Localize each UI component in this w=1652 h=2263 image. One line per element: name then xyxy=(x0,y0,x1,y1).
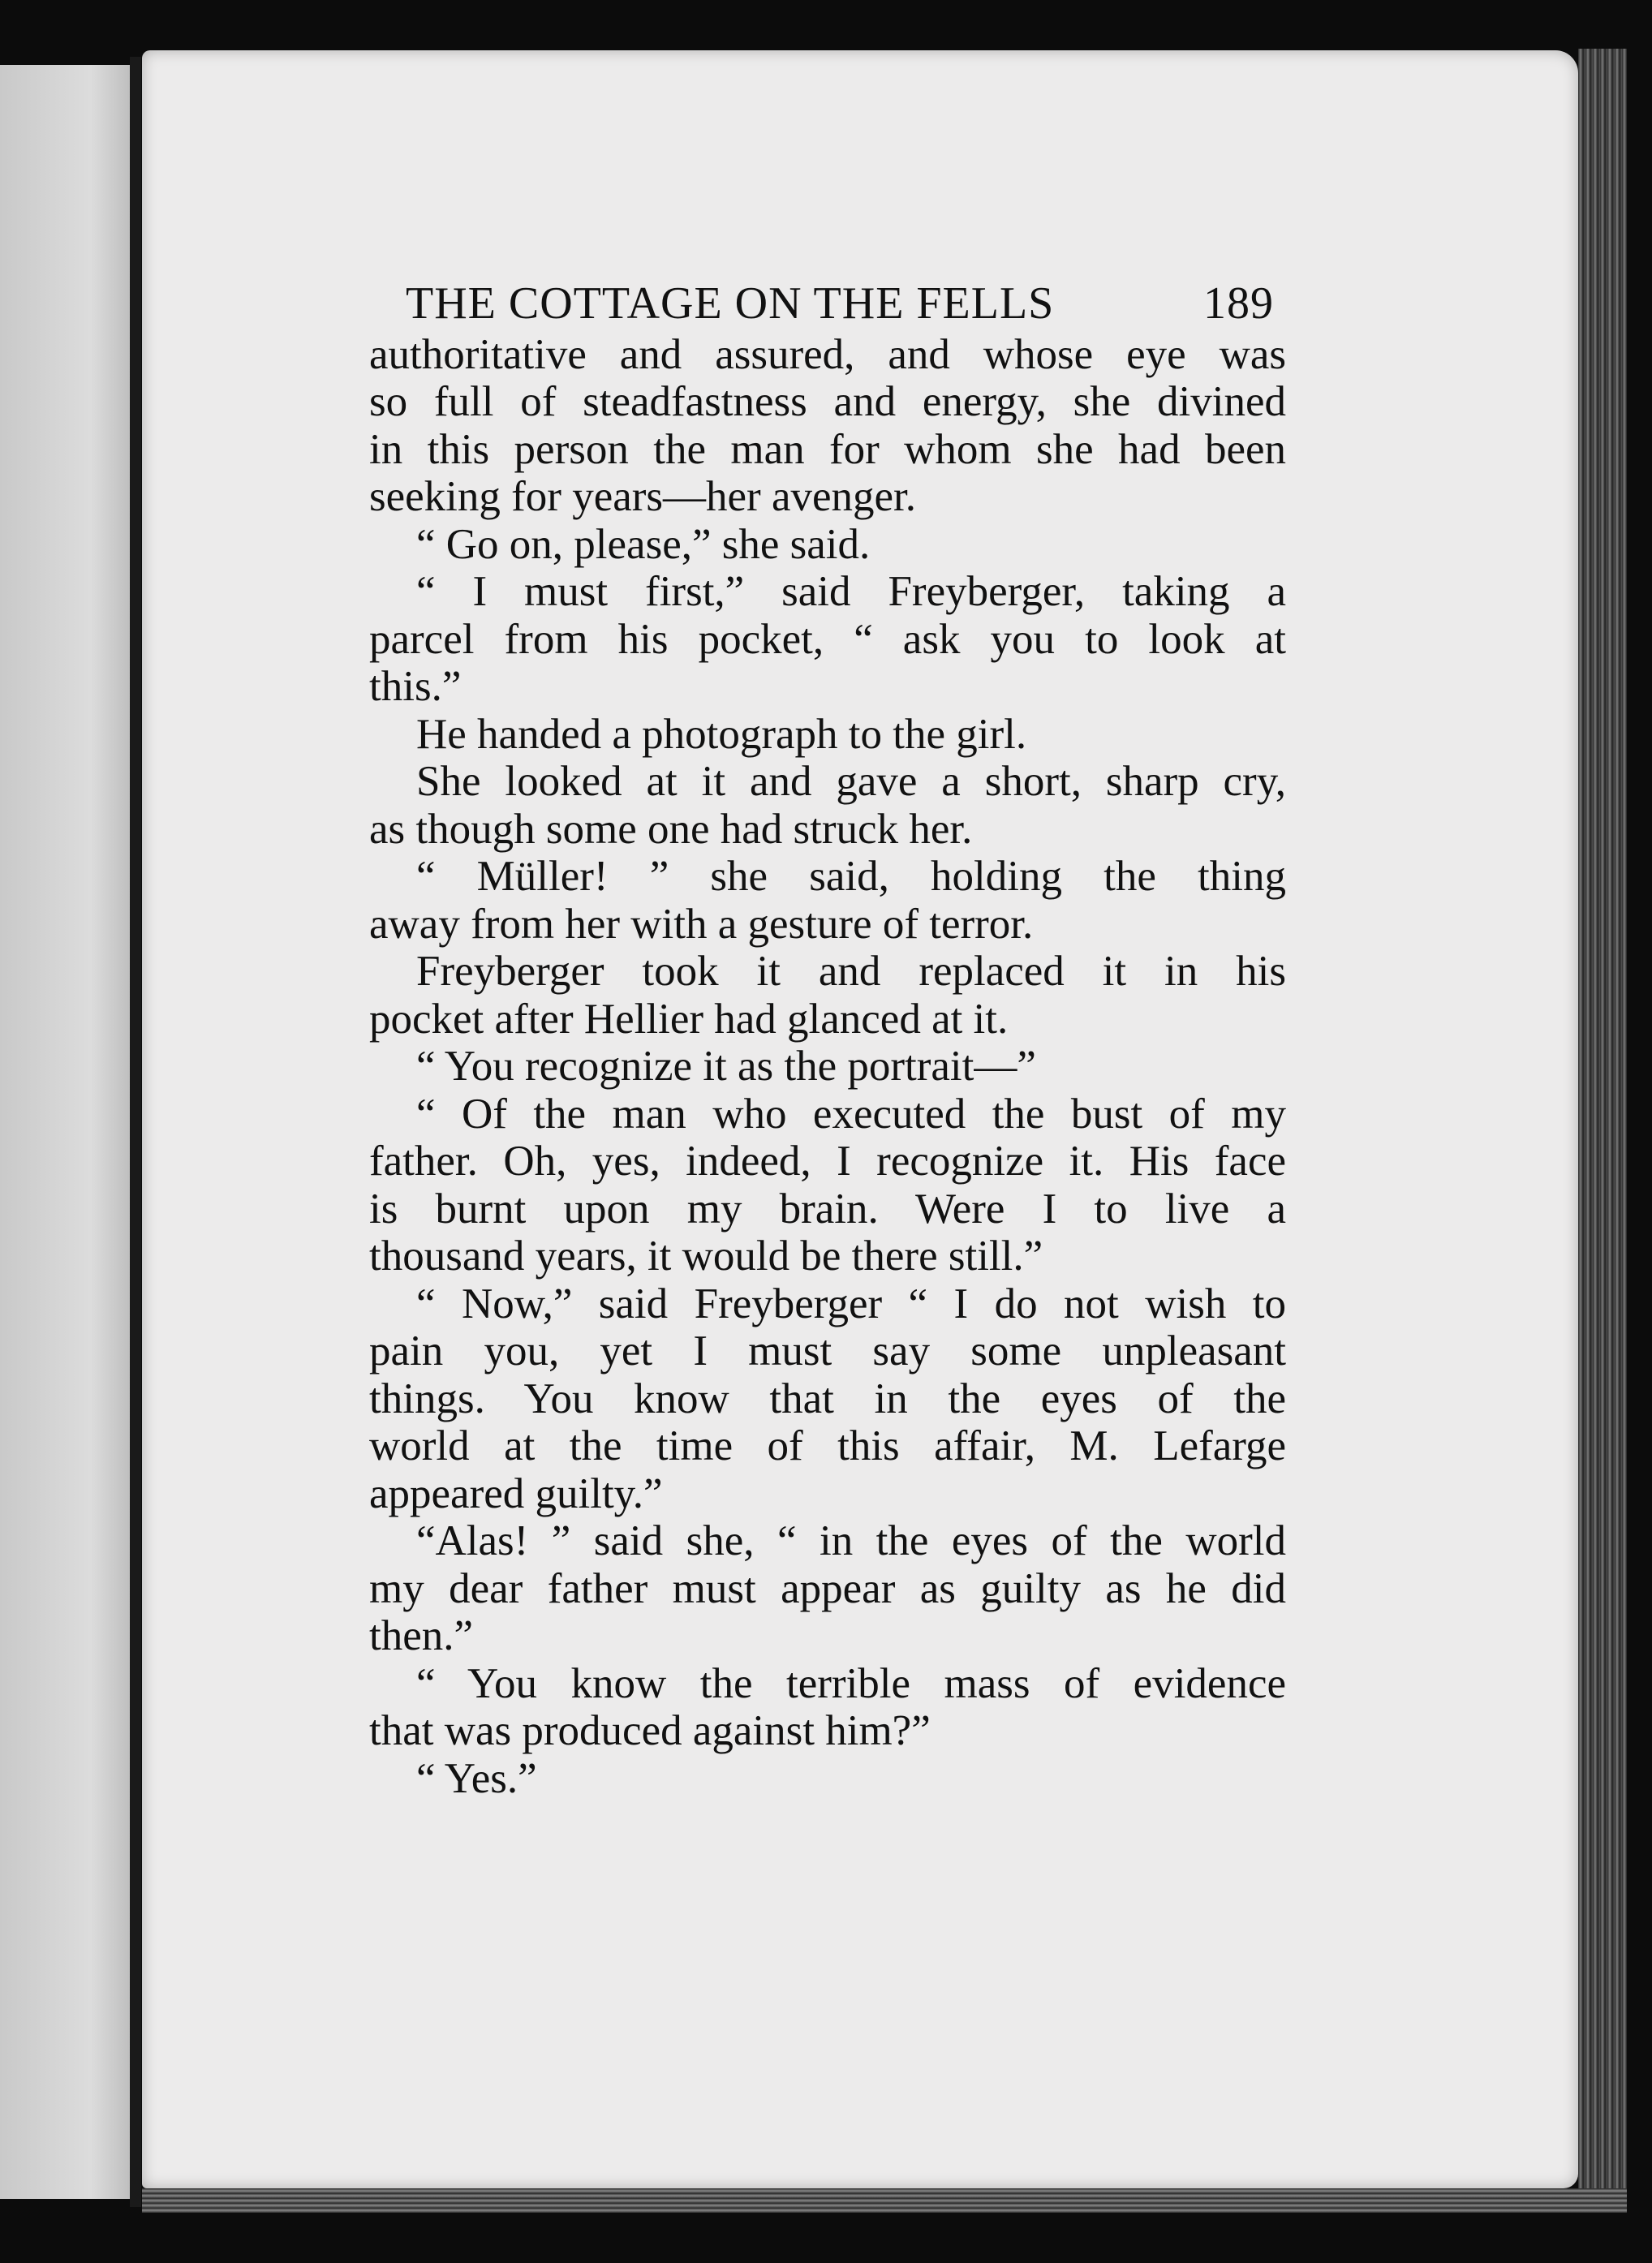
facing-page-edge xyxy=(0,65,130,2199)
text-line: father. Oh, yes, indeed, I recognize it. His face xyxy=(369,1138,1286,1185)
text-line: away from her with a gesture of terror. xyxy=(369,900,1034,948)
text-line: world at the time of this affair, M. Lefarge xyxy=(369,1422,1286,1469)
text-line: “ You recognize it as the portrait—” xyxy=(416,1043,1036,1090)
text-line: She looked at it and gave a short, sharp cry, xyxy=(416,758,1286,805)
text-line: He handed a photograph to the girl. xyxy=(416,710,1027,758)
running-title: THE COTTAGE ON THE FELLS xyxy=(406,278,1055,329)
text-line: “ Yes.” xyxy=(416,1754,537,1802)
text-line: is burnt upon my brain. Were I to live a xyxy=(369,1185,1286,1233)
text-line: authoritative and assured, and whose eye was xyxy=(369,330,1286,378)
text-line: as though some one had struck her. xyxy=(369,805,973,853)
text-line: appeared guilty.” xyxy=(369,1469,663,1517)
text-line: Freyberger took it and replaced it in his xyxy=(416,948,1286,995)
text-line: then.” xyxy=(369,1612,474,1659)
text-line: “ You know the terrible mass of evidence xyxy=(416,1659,1286,1707)
page-stack-edge xyxy=(1578,49,1627,2199)
text-line: so full of steadfastness and energy, she divined xyxy=(369,378,1286,425)
text-line: pain you, yet I must say some unpleasant xyxy=(369,1327,1286,1375)
page-number: 189 xyxy=(1203,278,1274,329)
text-line: “ Now,” said Freyberger “ I do not wish to xyxy=(416,1280,1286,1327)
text-line: “ I must first,” said Freyberger, taking a xyxy=(416,568,1286,615)
text-line: “Alas! ” said she, “ in the eyes of the world xyxy=(416,1517,1286,1564)
book-gutter xyxy=(130,57,141,2207)
text-line: thousand years, it would be there still.” xyxy=(369,1233,1043,1280)
body-text xyxy=(369,331,1286,1803)
text-line: things. You know that in the eyes of the xyxy=(369,1375,1286,1422)
running-header xyxy=(406,280,1274,328)
page-text xyxy=(369,280,1286,1802)
page-bottom-edge xyxy=(142,2188,1627,2213)
text-line: “ Müller! ” she said, holding the thing xyxy=(416,853,1286,900)
text-line: “ Go on, please,” she said. xyxy=(416,520,871,568)
text-line: in this person the man for whom she had been xyxy=(369,425,1286,473)
text-line: this.” xyxy=(369,663,462,710)
text-line: pocket after Hellier had glanced at it. xyxy=(369,995,1009,1043)
text-line: seeking for years—her avenger. xyxy=(369,473,916,520)
text-line: my dear father must appear as guilty as he did xyxy=(369,1564,1286,1612)
text-line: parcel from his pocket, “ ask you to look at xyxy=(369,615,1286,663)
text-line: that was produced against him?” xyxy=(369,1707,931,1754)
text-line: “ Of the man who executed the bust of my xyxy=(416,1090,1286,1138)
